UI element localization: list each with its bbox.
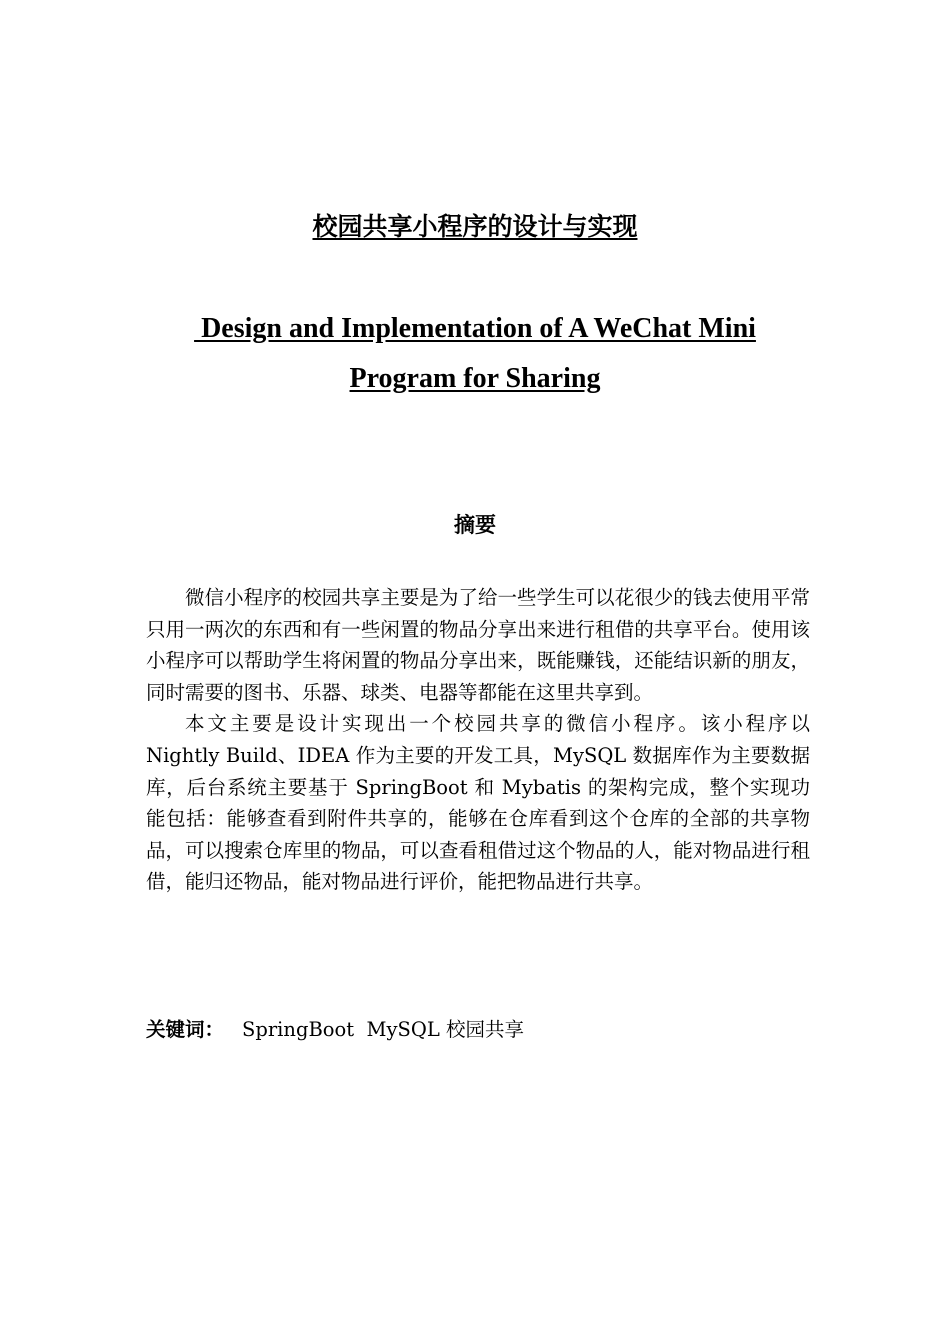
keywords-values: SpringBoot MySQL 校园共享 (242, 1018, 524, 1041)
keywords-label: 关键词： (146, 1018, 225, 1041)
english-title-line-1: Design and Implementation of A WeChat Mini (194, 313, 756, 344)
chinese-title-text: 校园共享小程序的设计与实现 (312, 212, 638, 241)
abstract-paragraph-1: 微信小程序的校园共享主要是为了给一些学生可以花很少的钱去使用平常只用一两次的东西和有一些闲置的物品分享出来进行租借的共享平台。使用该小程序可以帮助学生将闲置的物品分享出来，既能赚钱，还能结识新的朋友，同时需要的图书、乐器、球类、电器等都能在这里共享到。 (146, 586, 810, 704)
english-title (0, 304, 950, 404)
english-title-line-2: Program for Sharing (349, 363, 601, 394)
chinese-title (0, 209, 950, 245)
keywords-line (146, 1014, 810, 1046)
abstract-body (146, 582, 810, 898)
abstract-paragraph-2: 本文主要是设计实现出一个校园共享的微信小程序。该小程序以 Nightly Build、IDEA 作为主要的开发工具，MySQL 数据库作为主要数据库，后台系统主要基于 SpringBoot 和 Mybatis 的架构完成，整个实现功能包括：能够查看到附件共享的，能够在仓库看到这个仓库的全部的共享物品，可以搜索仓库里的物品，可以查看租借过这个物品的人，能对物品进行租借，能归还物品，能对物品进行评价，能把物品进行共享。 (146, 712, 810, 894)
abstract-heading: 摘要 (454, 513, 496, 537)
